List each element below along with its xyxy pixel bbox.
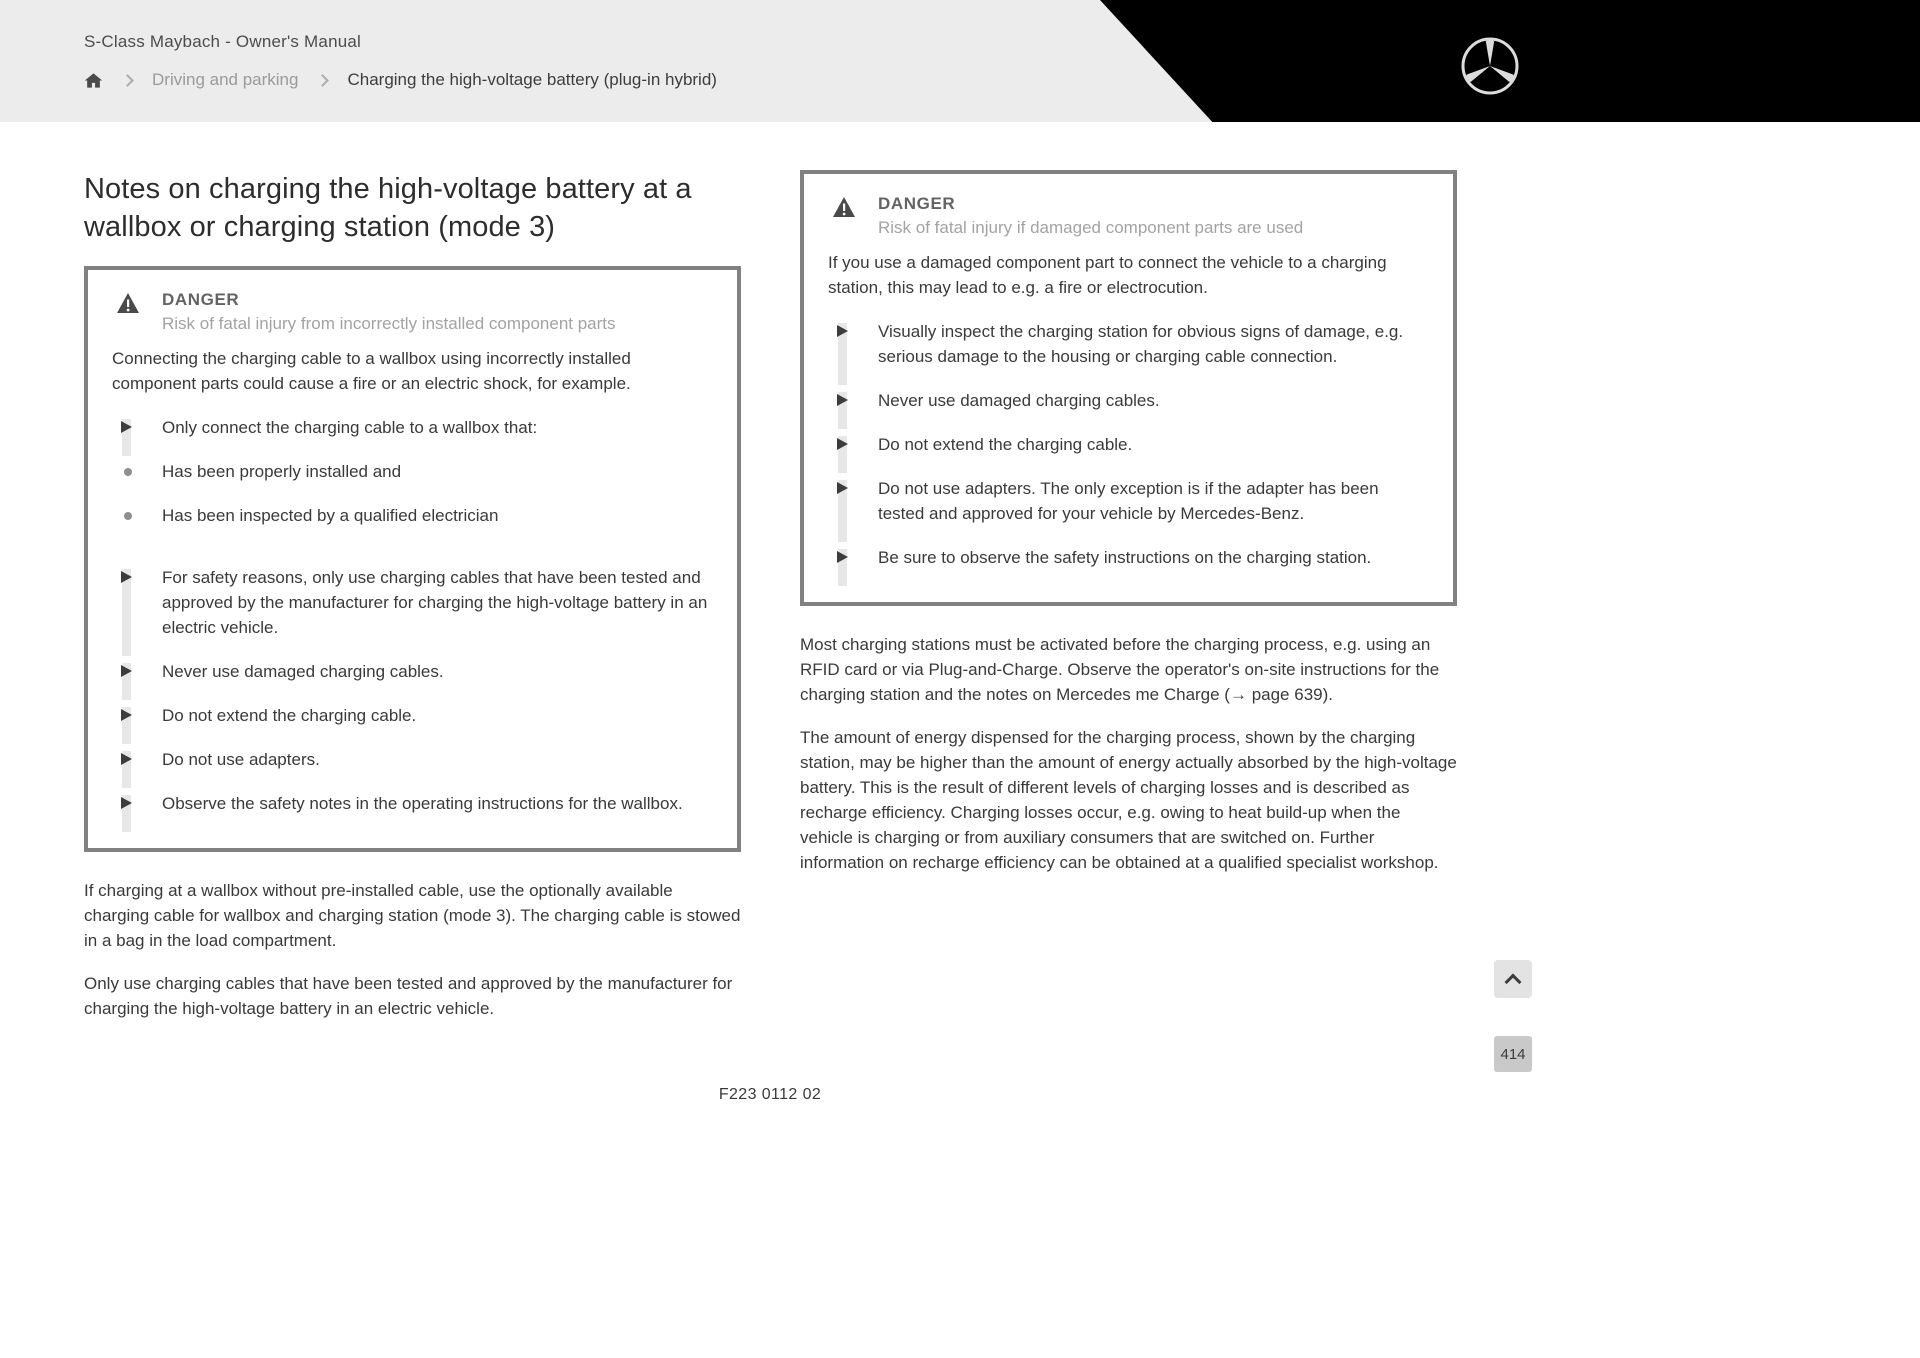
- breadcrumb: [84, 68, 717, 92]
- warning-list-item: [828, 545, 1429, 570]
- chevron-up-icon: [1505, 973, 1522, 990]
- arrow-bullet-icon: [837, 438, 848, 450]
- body-paragraph: Only use charging cables that have been tested and approved by the manufacturer for charging the high-voltage battery in an electric vehicle.: [84, 974, 733, 1018]
- danger-title-block: [878, 194, 1303, 238]
- warning-item-text: Never use damaged charging cables.: [162, 662, 444, 681]
- arrow-bullet-icon: [121, 421, 132, 433]
- warning-list-item: [112, 747, 713, 772]
- chevron-right-icon: [121, 74, 134, 87]
- right-column: [800, 170, 1457, 1039]
- manual-title: S-Class Maybach - Owner's Manual: [84, 32, 362, 51]
- warning-item-text: Do not extend the charging cable.: [878, 435, 1133, 454]
- warning-list-item: [112, 565, 713, 640]
- warning-item-text: Has been inspected by a qualified electrician: [162, 506, 499, 525]
- chevron-right-icon: [317, 74, 330, 87]
- warning-list-item: [112, 459, 713, 484]
- danger-intro: Connecting the charging cable to a wallbox using incorrectly installed component parts could cause a fire or an electric shock, for example.: [112, 349, 631, 393]
- warning-triangle-icon: [832, 196, 856, 218]
- warning-item-text: Has been properly installed and: [162, 462, 402, 481]
- figure-code: F223 0112 02: [718, 1086, 822, 1103]
- danger-header: [828, 194, 1429, 238]
- dot-bullet-icon: [124, 512, 132, 520]
- arrow-bullet-icon: [121, 709, 132, 721]
- arrow-bullet-icon: [837, 394, 848, 406]
- danger-label: DANGER: [878, 194, 956, 213]
- arrow-bullet-icon: [121, 797, 132, 809]
- warning-list-item: [112, 703, 713, 728]
- arrow-bullet-icon: [837, 551, 848, 563]
- warning-item-text: Be sure to observe the safety instructions on the charging station.: [878, 548, 1372, 567]
- danger-box-wallbox: [84, 266, 741, 852]
- content-area: [0, 122, 1920, 1039]
- dot-bullet-icon: [124, 468, 132, 476]
- danger-label: DANGER: [162, 290, 240, 309]
- danger-subtitle: Risk of fatal injury from incorrectly installed component parts: [162, 314, 616, 333]
- warning-list-item: [828, 476, 1429, 526]
- header-bar: [0, 0, 1920, 122]
- warning-item-text: Do not use adapters. The only exception is if the adapter has been tested and approved for your vehicle by Mercedes-Benz.: [878, 479, 1379, 523]
- left-column: [84, 170, 741, 1039]
- arrow-bullet-icon: [121, 571, 132, 583]
- warning-list-item: [112, 791, 713, 816]
- arrow-bullet-icon: [837, 482, 848, 494]
- danger-header: [112, 290, 713, 334]
- danger-box-charging-station: [800, 170, 1457, 606]
- warning-triangle-icon: [116, 292, 140, 314]
- scroll-to-top-button[interactable]: [1494, 960, 1532, 998]
- danger-title-block: [162, 290, 616, 334]
- arrow-bullet-icon: [837, 325, 848, 337]
- danger-intro: If you use a damaged component part to connect the vehicle to a charging station, this may lead to e.g. a fire or electrocution.: [828, 253, 1387, 297]
- warning-list-item: [828, 432, 1429, 457]
- body-paragraph: The amount of energy dispensed for the charging process, shown by the charging station, may be higher than the amount of energy actually absorbed by the high-voltage battery. This is the result of different levels of charging losses and is described as recharge efficiency. Charging losses occur, e.g. owing to heat build-up when the vehicle is charging or from auxiliary consumers that are switched on. Further information on recharge efficiency can be obtained at a qualified specialist workshop.: [800, 728, 1457, 872]
- warning-item-text: Never use damaged charging cables.: [878, 391, 1160, 410]
- warning-list-item: [828, 388, 1429, 413]
- body-paragraph: Most charging stations must be activated before the charging process, e.g. using an RFID card or via Plug-and-Charge. Observe the operator's on-site instructions for the charging station and the notes on Mercedes me Charge (→ page 639).: [800, 635, 1440, 704]
- danger-subtitle: Risk of fatal injury if damaged component parts are used: [878, 218, 1304, 237]
- page-number-badge: 414: [1494, 1036, 1532, 1072]
- warning-list-item: [828, 319, 1429, 369]
- warning-list-item: [112, 415, 713, 440]
- arrow-bullet-icon: [121, 665, 132, 677]
- mercedes-logo: [1460, 36, 1520, 96]
- warning-item-text: For safety reasons, only use charging cables that have been tested and approved by the manufacturer for charging the high-voltage battery in an electric vehicle.: [162, 568, 708, 637]
- warning-item-text: Observe the safety notes in the operating instructions for the wallbox.: [162, 794, 683, 813]
- warning-item-text: Do not extend the charging cable.: [162, 706, 417, 725]
- warning-list-item: [112, 659, 713, 684]
- breadcrumb-section[interactable]: Driving and parking: [152, 70, 299, 89]
- arrow-bullet-icon: [121, 753, 132, 765]
- breadcrumb-current: Charging the high-voltage battery (plug-in hybrid): [347, 70, 717, 89]
- warning-list-item: [112, 503, 713, 528]
- warning-item-text: Visually inspect the charging station for obvious signs of damage, e.g. serious damage to the housing or charging cable connection.: [878, 322, 1404, 366]
- warning-item-text: Only connect the charging cable to a wallbox that:: [162, 418, 538, 437]
- page-title: Notes on charging the high-voltage battery at a wallbox or charging station (mode 3): [84, 173, 692, 243]
- body-paragraph: If charging at a wallbox without pre-installed cable, use the optionally available charging cable for wallbox and charging station (mode 3). The charging cable is stowed in a bag in the load compartment.: [84, 881, 741, 950]
- warning-item-text: Do not use adapters.: [162, 750, 320, 769]
- home-icon[interactable]: [84, 71, 103, 90]
